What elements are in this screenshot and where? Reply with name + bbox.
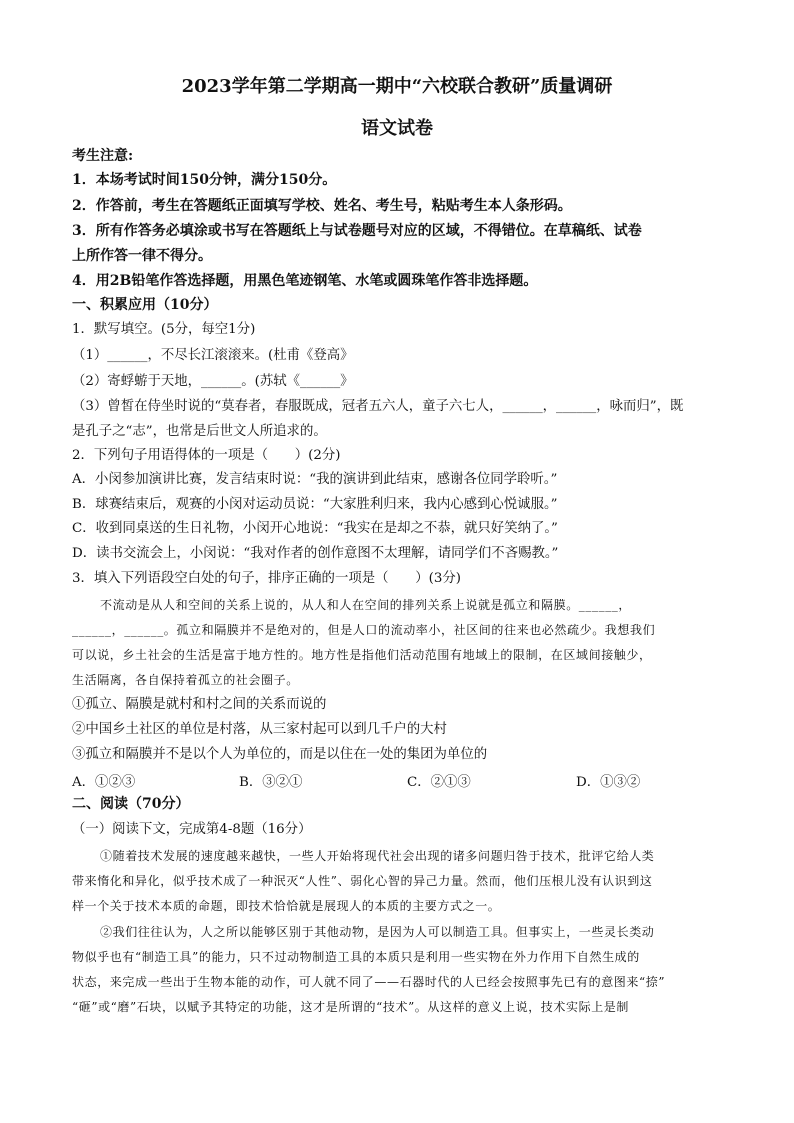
- option-b: B．球赛结束后，观赛的小闵对运动员说：“大家胜利归来，我内心感到心悦诚服。”: [72, 497, 558, 512]
- notice-item: 3．所有作答务必填涂或书写在答题纸上与试卷题号对应的区域，不得错位。在草稿纸、试卷: [72, 223, 642, 239]
- notice-item: 1．本场考试时间150分钟，满分150分。: [72, 172, 337, 188]
- option-d: D．①③②: [576, 775, 641, 790]
- question-stem: 2．下列句子用语得体的一项是（ ）(2分): [72, 448, 341, 463]
- page-subtitle: 语文试卷: [361, 118, 433, 139]
- paragraph-line: 样一个关于技术本质的命题，即技术恰恰就是展现人的本质的主要方式之一。: [72, 899, 501, 913]
- paragraph-line: 带来惰化和异化，似乎技术成了一种泯灭“人性”、弱化心智的异己力量。然而，他们压根儿没有认识到这: [72, 874, 653, 888]
- question-item: （3）曾皙在侍坐时说的“莫春者，春服既成，冠者五六人，童子六七人，______，______，咏而归”，既: [72, 399, 684, 414]
- paragraph-line: ②我们往往认为，人之所以能够区别于其他动物，是因为人可以制造工具。但事实上，一些灵长类动: [100, 925, 655, 939]
- notice-item: 上所作答一律不得分。: [72, 248, 212, 264]
- passage-line: ______，______。孤立和隔膜并不是绝对的，但是人口的流动率小，社区间的往来也必然疏少。我想我们: [72, 623, 656, 637]
- paragraph-line: 物似乎也有“制造工具”的能力，只不过动物制造工具的本质只是利用一些实物在外力作用下自然生成的: [72, 950, 640, 964]
- paragraph-line: “砸”或“磨”石块，以赋予其特定的功能，这才是所谓的“技术”。从这样的意义上说，技术实际上是制: [72, 1000, 630, 1014]
- sentence-item: ③孤立和隔膜并不是以个人为单位的，而是以住在一处的集团为单位的: [72, 747, 488, 762]
- question-item: （2）寄蜉蝣于天地，______。(苏轼《______》: [72, 374, 354, 389]
- question-item: 是孔子之“志”，也常是后世文人所追求的。: [72, 424, 327, 439]
- passage-line: 不流动是从人和空间的关系上说的，从人和人在空间的排列关系上说就是孤立和隔膜。______，: [100, 598, 632, 612]
- paragraph-line: 状态，来完成一些出于生物本能的动作，可人就不同了——石器时代的人已经会按照事先已有的意图来“捺”: [72, 975, 666, 989]
- question-stem: 1．默写填空。(5分，每空1分): [72, 322, 256, 337]
- option-a: A．小闵参加演讲比赛，发言结束时说：“我的演讲到此结束，感谢各位同学聆听。”: [72, 472, 558, 487]
- question-stem: 3．填入下列语段空白处的句子，排序正确的一项是（ ）(3分): [72, 571, 462, 586]
- section-heading: 一、积累应用（10分）: [72, 297, 218, 313]
- part-heading: （一）阅读下文，完成第4-8题（16分）: [72, 822, 312, 837]
- option-d: D．读书交流会上，小闵说：“我对作者的创作意图不太理解，请同学们不吝赐教。”: [72, 546, 559, 561]
- sentence-item: ①孤立、隔膜是就村和村之间的关系而说的: [72, 697, 327, 712]
- sentence-item: ②中国乡土社区的单位是村落，从三家村起可以到几千户的大村: [72, 722, 447, 737]
- passage-line: 可以说，乡土社会的生活是富于地方性的。地方性是指他们活动范围有地域上的限制，在区域间接触少，: [72, 648, 652, 662]
- option-c: C．收到同桌送的生日礼物，小闵开心地说：“我实在是却之不恭，就只好笑纳了。”: [72, 521, 558, 536]
- notice-item: 2．作答前，考生在答题纸正面填写学校、姓名、考生号，粘贴考生本人条形码。: [72, 198, 572, 214]
- option-a: A．①②③: [72, 775, 136, 790]
- notice-item: 4．用2B铅笔作答选择题，用黑色笔迹钢笔、水笔或圆珠笔作答非选择题。: [72, 273, 538, 289]
- notice-heading: 考生注意:: [72, 148, 134, 164]
- option-b: B．③②①: [239, 775, 303, 790]
- page-title: 2023学年第二学期高一期中“六校联合教研”质量调研: [181, 76, 613, 97]
- question-item: （1）______，不尽长江滚滚来。(杜甫《登高》: [72, 348, 354, 363]
- passage-line: 生活隔离，各自保持着孤立的社会圈子。: [72, 673, 299, 687]
- paragraph-line: ①随着技术发展的速度越来越快，一些人开始将现代社会出现的诸多问题归咎于技术，批评它给人类: [100, 849, 655, 863]
- option-c: C．②①③: [407, 775, 471, 790]
- section-heading: 二、阅读（70分）: [72, 796, 190, 812]
